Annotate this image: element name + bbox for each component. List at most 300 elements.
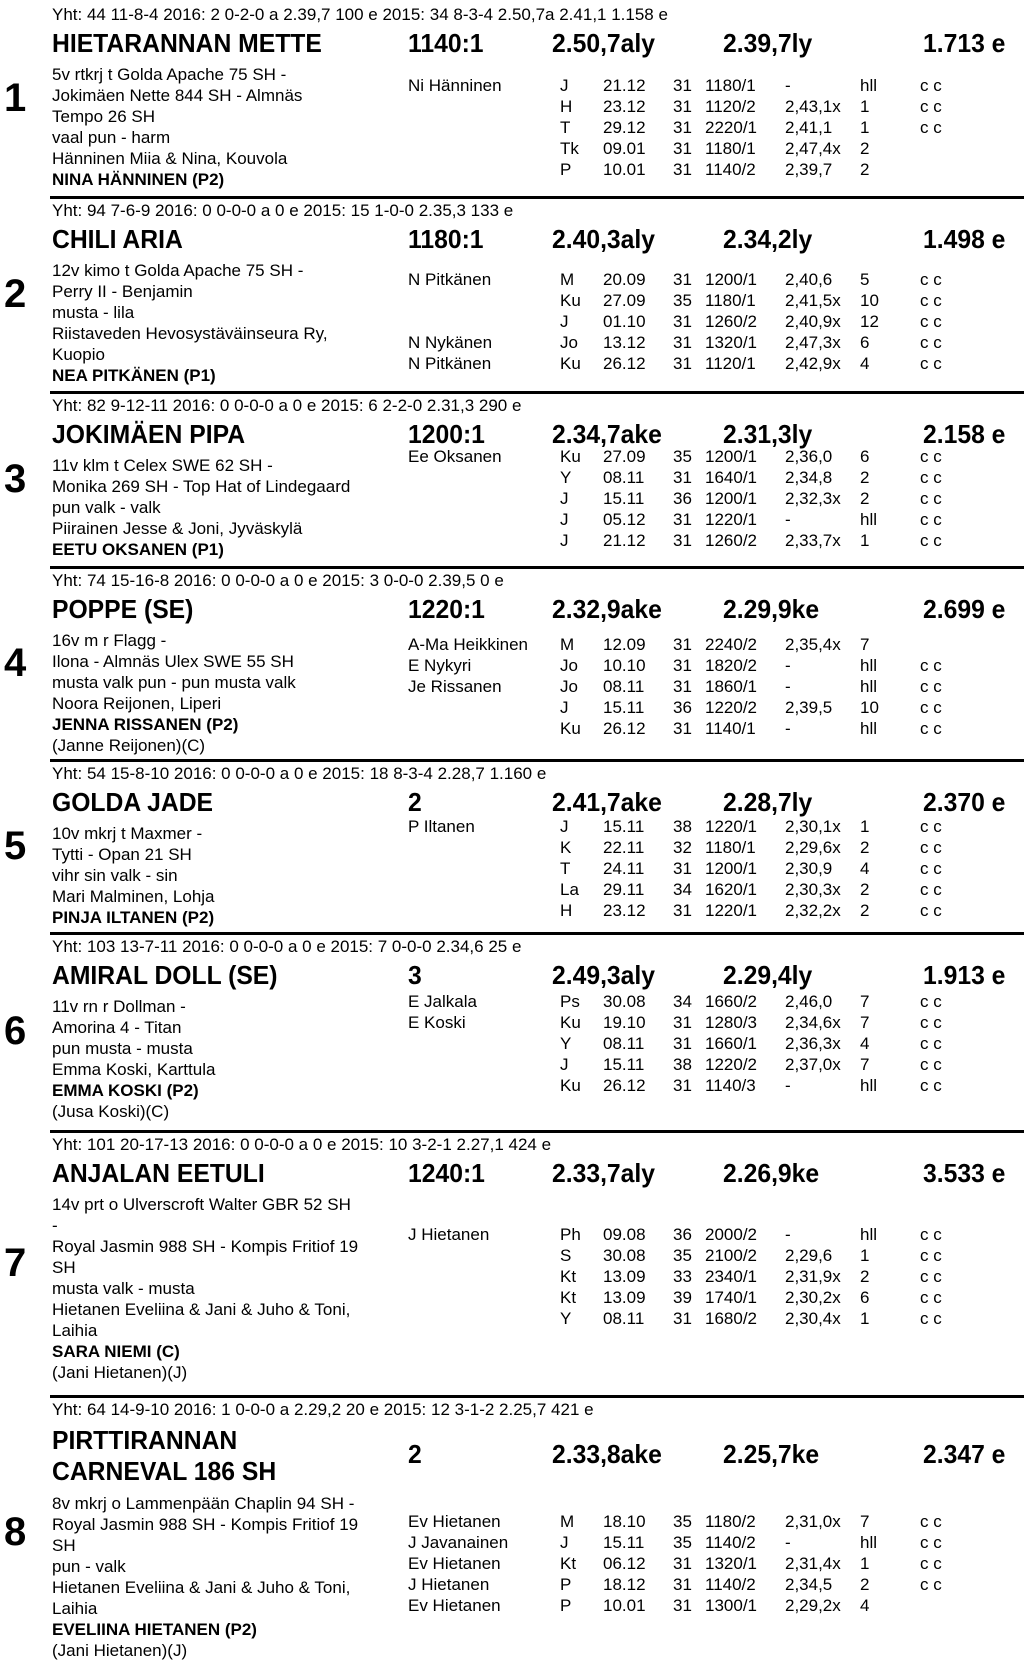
entry-summary: Yht: 64 14-9-10 2016: 1 0-0-0 a 2.29,2 20 e 2015: 12 3-1-2 2.25,7 421 e <box>52 1400 594 1419</box>
start-driver: Ev Hietanen <box>408 1554 501 1573</box>
start-time: 2,30,9 <box>785 859 833 878</box>
start-place: 1 <box>860 531 870 550</box>
start-time: 2,43,1x <box>785 97 841 116</box>
start-date: 08.11 <box>603 677 645 696</box>
start-temp: 35 <box>673 1246 692 1265</box>
start-time: 2,33,7x <box>785 531 841 550</box>
start-dist: 1640/1 <box>705 468 757 487</box>
start-date: 18.10 <box>603 1512 646 1531</box>
start-time: 2,35,4x <box>785 635 841 654</box>
entry-number: 1 <box>4 76 27 120</box>
start-temp: 31 <box>673 97 692 116</box>
record-1: 2.33,8ake <box>552 1439 662 1469</box>
horse-info-line: Kuopio <box>52 345 105 364</box>
start-time: - <box>785 76 791 95</box>
start-time: - <box>785 510 791 529</box>
start-time: 2,30,4x <box>785 1309 841 1328</box>
start-place: 6 <box>860 1288 870 1307</box>
start-dist: 1320/1 <box>705 333 757 352</box>
entry-divider <box>50 1395 1024 1398</box>
entry-divider <box>50 932 1024 935</box>
start-distance: 1180:1 <box>408 224 484 254</box>
entry-divider <box>50 391 1024 394</box>
start-time: 2,34,5 <box>785 1575 833 1594</box>
start-temp: 35 <box>673 447 692 466</box>
start-time: 2,31,4x <box>785 1554 841 1573</box>
start-odds: c c <box>920 1225 942 1244</box>
horse-info-line: (Jani Hietanen)(J) <box>52 1363 188 1382</box>
start-track: P <box>560 160 572 179</box>
start-temp: 38 <box>673 1055 692 1074</box>
start-odds: c c <box>920 838 942 857</box>
start-track: Kt <box>560 1554 577 1573</box>
start-time: 2,40,6 <box>785 270 833 289</box>
start-track: M <box>560 270 575 289</box>
start-track: H <box>560 97 573 116</box>
start-driver: Je Rissanen <box>408 677 502 696</box>
start-odds: c c <box>920 1554 942 1573</box>
start-odds: c c <box>920 447 942 466</box>
start-dist: 1200/1 <box>705 859 757 878</box>
start-date: 13.09 <box>603 1288 646 1307</box>
earnings: 3.533 e <box>923 1158 1006 1188</box>
start-track: P <box>560 1596 572 1615</box>
start-temp: 35 <box>673 291 692 310</box>
start-place: hll <box>860 719 878 738</box>
record-2: 2.29,4ly <box>723 960 813 990</box>
start-temp: 31 <box>673 1034 692 1053</box>
start-place: 2 <box>860 139 870 158</box>
horse-info-line: 10v mkrj t Maxmer - <box>52 824 203 843</box>
start-track: Jo <box>560 656 578 675</box>
start-place: 1 <box>860 97 870 116</box>
horse-info-line: pun musta - musta <box>52 1039 193 1058</box>
start-date: 09.01 <box>603 139 646 158</box>
start-track: Ku <box>560 447 581 466</box>
horse-info-line: vaal pun - harm <box>52 128 171 147</box>
start-time: - <box>785 1076 791 1095</box>
start-temp: 31 <box>673 656 692 675</box>
driver-name: EMMA KOSKI (P2) <box>52 1081 199 1100</box>
start-temp: 31 <box>673 160 692 179</box>
start-date: 10.01 <box>603 160 646 179</box>
start-distance: 1140:1 <box>408 28 484 58</box>
record-1: 2.34,7ake <box>552 419 662 449</box>
record-1: 2.50,7aly <box>552 28 656 58</box>
start-temp: 31 <box>673 510 692 529</box>
entry-divider <box>50 759 1024 762</box>
start-place: 10 <box>860 698 879 717</box>
start-track: Ku <box>560 1013 581 1032</box>
entry-number: 8 <box>4 1510 27 1554</box>
start-dist: 1620/1 <box>705 880 757 899</box>
record-2: 2.29,9ke <box>723 594 820 624</box>
driver-name: EETU OKSANEN (P1) <box>52 540 224 559</box>
horse-info-line: pun valk - valk <box>52 498 161 517</box>
horse-name: CHILI ARIA <box>52 224 183 254</box>
start-track: Tk <box>560 139 579 158</box>
start-dist: 1120/1 <box>705 354 756 373</box>
start-track: Ku <box>560 719 581 738</box>
start-dist: 1200/1 <box>705 489 757 508</box>
start-date: 08.11 <box>603 1309 645 1328</box>
start-date: 29.11 <box>603 880 645 899</box>
horse-info-line: Hietanen Eveliina & Jani & Juho & Toni, <box>52 1300 351 1319</box>
start-temp: 31 <box>673 76 692 95</box>
record-1: 2.32,9ake <box>552 594 662 624</box>
start-time: 2,36,0 <box>785 447 833 466</box>
start-date: 30.08 <box>603 1246 646 1265</box>
start-place: 2 <box>860 901 870 920</box>
start-time: 2,34,8 <box>785 468 833 487</box>
start-driver: Ev Hietanen <box>408 1512 501 1531</box>
start-time: 2,37,0x <box>785 1055 841 1074</box>
record-2: 2.28,7ly <box>723 787 813 817</box>
start-place: hll <box>860 1225 878 1244</box>
start-date: 22.11 <box>603 838 645 857</box>
entry-number: 2 <box>4 272 27 316</box>
earnings: 2.158 e <box>923 419 1006 449</box>
start-temp: 31 <box>673 1575 692 1594</box>
horse-info-line: Amorina 4 - Titan <box>52 1018 182 1037</box>
start-date: 10.01 <box>603 1596 646 1615</box>
start-odds: c c <box>920 354 942 373</box>
start-driver: N Nykänen <box>408 333 493 352</box>
start-time: - <box>785 656 791 675</box>
record-2: 2.31,3ly <box>723 419 813 449</box>
horse-info-line: SH <box>52 1258 76 1277</box>
start-date: 13.09 <box>603 1267 646 1286</box>
horse-info-line: musta valk - musta <box>52 1279 195 1298</box>
start-track: S <box>560 1246 572 1265</box>
start-track: Jo <box>560 333 578 352</box>
start-driver: J Hietanen <box>408 1225 490 1244</box>
earnings: 1.713 e <box>923 28 1006 58</box>
start-track: Y <box>560 1309 572 1328</box>
start-place: 7 <box>860 992 870 1011</box>
start-dist: 1180/1 <box>705 139 756 158</box>
horse-info-line: Laihia <box>52 1599 98 1618</box>
start-dist: 2220/1 <box>705 118 757 137</box>
start-driver: Ee Oksanen <box>408 447 502 466</box>
horse-info-line: Emma Koski, Karttula <box>52 1060 216 1079</box>
start-place: 6 <box>860 333 870 352</box>
start-date: 15.11 <box>603 698 645 717</box>
start-dist: 1140/2 <box>705 1533 756 1552</box>
horse-info-line: vihr sin valk - sin <box>52 866 178 885</box>
start-temp: 31 <box>673 1013 692 1032</box>
start-track: Kt <box>560 1267 577 1286</box>
start-track: P <box>560 1575 572 1594</box>
start-driver: P Iltanen <box>408 817 475 836</box>
start-track: Jo <box>560 677 578 696</box>
start-track: La <box>560 880 579 899</box>
start-time: 2,39,5 <box>785 698 833 717</box>
start-odds: c c <box>920 97 942 116</box>
record-2: 2.39,7ly <box>723 28 813 58</box>
start-place: 2 <box>860 468 870 487</box>
start-time: 2,29,6x <box>785 838 841 857</box>
horse-info-line: (Jusa Koski)(C) <box>52 1102 170 1121</box>
start-dist: 1120/2 <box>705 97 756 116</box>
horse-info-line: musta - lila <box>52 303 135 322</box>
start-driver: Ev Hietanen <box>408 1596 501 1615</box>
start-track: Kt <box>560 1288 577 1307</box>
start-track: Ku <box>560 1076 581 1095</box>
horse-info-line: Royal Jasmin 988 SH - Kompis Fritiof 19 <box>52 1515 359 1534</box>
start-odds: c c <box>920 901 942 920</box>
start-odds: c c <box>920 992 942 1011</box>
start-distance: 1240:1 <box>408 1158 485 1188</box>
start-temp: 31 <box>673 1076 692 1095</box>
start-odds: c c <box>920 1055 942 1074</box>
horse-info-line: Tytti - Opan 21 SH <box>52 845 192 864</box>
start-dist: 1260/2 <box>705 531 757 550</box>
start-date: 08.11 <box>603 468 645 487</box>
start-date: 29.12 <box>603 118 646 137</box>
start-time: 2,32,2x <box>785 901 841 920</box>
start-temp: 31 <box>673 118 692 137</box>
start-time: 2,41,5x <box>785 291 841 310</box>
start-date: 06.12 <box>603 1554 646 1573</box>
horse-info-line: 12v kimo t Golda Apache 75 SH - <box>52 261 304 280</box>
horse-info-line: SH <box>52 1536 76 1555</box>
start-time: 2,47,3x <box>785 333 841 352</box>
earnings: 2.699 e <box>923 594 1006 624</box>
entry-summary: Yht: 74 15-16-8 2016: 0 0-0-0 a 0 e 2015: 3 0-0-0 2.39,5 0 e <box>52 571 504 590</box>
start-date: 27.09 <box>603 447 646 466</box>
start-odds: c c <box>920 719 942 738</box>
start-dist: 1220/1 <box>705 817 757 836</box>
start-temp: 34 <box>673 880 692 899</box>
entry-summary: Yht: 101 20-17-13 2016: 0 0-0-0 a 0 e 2015: 10 3-2-1 2.27,1 424 e <box>52 1135 552 1154</box>
start-date: 15.11 <box>603 1533 645 1552</box>
horse-info-line: 8v mkrj o Lammenpään Chaplin 94 SH - <box>52 1494 355 1513</box>
start-place: 4 <box>860 354 870 373</box>
start-track: Ku <box>560 354 581 373</box>
start-driver: J Javanainen <box>408 1533 509 1552</box>
start-dist: 1140/2 <box>705 160 756 179</box>
start-odds: c c <box>920 1512 942 1531</box>
start-odds: c c <box>920 698 942 717</box>
start-date: 15.11 <box>603 817 645 836</box>
record-2: 2.25,7ke <box>723 1439 820 1469</box>
start-place: 1 <box>860 1246 870 1265</box>
start-place: 2 <box>860 160 870 179</box>
horse-info-line: Perry II - Benjamin <box>52 282 193 301</box>
start-dist: 1200/1 <box>705 447 757 466</box>
start-dist: 2340/1 <box>705 1267 757 1286</box>
start-odds: c c <box>920 1288 942 1307</box>
start-odds: c c <box>920 1533 942 1552</box>
start-time: 2,29,2x <box>785 1596 841 1615</box>
horse-info-line: 11v rn r Dollman - <box>52 997 186 1016</box>
horse-info-line: 5v rtkrj t Golda Apache 75 SH - <box>52 65 287 84</box>
start-place: 1 <box>860 1554 870 1573</box>
horse-info-line: Jokimäen Nette 844 SH - Almnäs <box>52 86 303 105</box>
horse-info-line: Hietanen Eveliina & Jani & Juho & Toni, <box>52 1578 351 1597</box>
start-temp: 36 <box>673 698 692 717</box>
start-temp: 36 <box>673 489 692 508</box>
start-time: 2,32,3x <box>785 489 841 508</box>
start-dist: 2240/2 <box>705 635 757 654</box>
start-time: - <box>785 1533 791 1552</box>
start-odds: c c <box>920 312 942 331</box>
start-time: 2,46,0 <box>785 992 833 1011</box>
start-odds: c c <box>920 1246 942 1265</box>
start-track: Ps <box>560 992 580 1011</box>
start-temp: 31 <box>673 270 692 289</box>
start-date: 13.12 <box>603 333 646 352</box>
start-temp: 31 <box>673 354 692 373</box>
start-track: J <box>560 76 569 95</box>
start-time: 2,30,2x <box>785 1288 841 1307</box>
horse-info-line: (Janne Reijonen)(C) <box>52 736 206 755</box>
earnings: 2.370 e <box>923 787 1006 817</box>
start-temp: 31 <box>673 719 692 738</box>
horse-info-line: Hänninen Miia & Nina, Kouvola <box>52 149 288 168</box>
start-dist: 1660/2 <box>705 992 757 1011</box>
start-odds: c c <box>920 1575 942 1594</box>
start-date: 30.08 <box>603 992 646 1011</box>
start-dist: 1140/3 <box>705 1076 756 1095</box>
start-temp: 31 <box>673 1309 692 1328</box>
start-date: 05.12 <box>603 510 646 529</box>
record-1: 2.49,3aly <box>552 960 656 990</box>
start-distance: 1220:1 <box>408 594 485 624</box>
start-odds: c c <box>920 468 942 487</box>
start-track: Y <box>560 468 572 487</box>
start-date: 19.10 <box>603 1013 646 1032</box>
entry-number: 7 <box>4 1241 27 1285</box>
start-date: 08.11 <box>603 1034 645 1053</box>
driver-name: SARA NIEMI (C) <box>52 1342 180 1361</box>
driver-name: NINA HÄNNINEN (P2) <box>52 170 225 189</box>
start-place: hll <box>860 1076 878 1095</box>
horse-info-line: Laihia <box>52 1321 98 1340</box>
start-date: 18.12 <box>603 1575 646 1594</box>
start-odds: c c <box>920 1267 942 1286</box>
entry-summary: Yht: 44 11-8-4 2016: 2 0-2-0 a 2.39,7 100 e 2015: 34 8-3-4 2.50,7a 2.41,1 1.158 e <box>52 5 668 24</box>
start-date: 24.11 <box>603 859 645 878</box>
start-place: 4 <box>860 1596 870 1615</box>
start-time: 2,34,6x <box>785 1013 841 1032</box>
start-dist: 1660/1 <box>705 1034 757 1053</box>
record-1: 2.40,3aly <box>552 224 656 254</box>
start-date: 01.10 <box>603 312 646 331</box>
start-dist: 1180/1 <box>705 76 756 95</box>
start-temp: 31 <box>673 468 692 487</box>
start-track: Ku <box>560 291 581 310</box>
start-date: 10.10 <box>603 656 646 675</box>
start-date: 12.09 <box>603 635 646 654</box>
horse-name: HIETARANNAN METTE <box>52 28 322 58</box>
earnings: 2.347 e <box>923 1439 1006 1469</box>
start-place: hll <box>860 1533 878 1552</box>
horse-info-line: Royal Jasmin 988 SH - Kompis Fritiof 19 <box>52 1237 359 1256</box>
start-dist: 1860/1 <box>705 677 757 696</box>
start-track: K <box>560 838 572 857</box>
start-odds: c c <box>920 291 942 310</box>
start-odds: c c <box>920 270 942 289</box>
start-temp: 35 <box>673 1512 692 1531</box>
start-dist: 1200/1 <box>705 270 757 289</box>
driver-name: NEA PITKÄNEN (P1) <box>52 366 216 385</box>
start-track: T <box>560 859 571 878</box>
start-track: J <box>560 531 569 550</box>
entry-summary: Yht: 54 15-8-10 2016: 0 0-0-0 a 0 e 2015: 18 8-3-4 2.28,7 1.160 e <box>52 764 547 783</box>
start-place: 5 <box>860 270 870 289</box>
start-odds: c c <box>920 76 942 95</box>
start-dist: 1740/1 <box>705 1288 757 1307</box>
start-temp: 38 <box>673 817 692 836</box>
start-place: 1 <box>860 118 870 137</box>
start-place: 7 <box>860 1013 870 1032</box>
start-time: - <box>785 1225 791 1244</box>
start-temp: 34 <box>673 992 692 1011</box>
horse-info-line: musta valk pun - pun musta valk <box>52 673 296 692</box>
start-odds: c c <box>920 859 942 878</box>
horse-info-line: Piirainen Jesse & Joni, Jyväskylä <box>52 519 303 538</box>
start-dist: 1140/2 <box>705 1575 756 1594</box>
driver-name: PINJA ILTANEN (P2) <box>52 908 215 927</box>
start-track: J <box>560 1533 569 1552</box>
start-dist: 1180/1 <box>705 291 756 310</box>
start-track: J <box>560 312 569 331</box>
start-odds: c c <box>920 1013 942 1032</box>
start-date: 23.12 <box>603 97 646 116</box>
start-dist: 1220/2 <box>705 698 757 717</box>
start-temp: 31 <box>673 901 692 920</box>
start-time: 2,42,9x <box>785 354 841 373</box>
start-time: 2,30,1x <box>785 817 841 836</box>
start-time: 2,31,0x <box>785 1512 841 1531</box>
start-date: 27.09 <box>603 291 646 310</box>
start-dist: 1320/1 <box>705 1554 757 1573</box>
start-time: - <box>785 719 791 738</box>
start-track: Y <box>560 1034 572 1053</box>
start-time: 2,41,1 <box>785 118 833 137</box>
horse-name: PIRTTIRANNAN <box>52 1425 238 1455</box>
start-time: 2,39,7 <box>785 160 833 179</box>
start-date: 09.08 <box>603 1225 646 1244</box>
horse-info-line: 11v klm t Celex SWE 62 SH - <box>52 456 273 475</box>
start-place: 1 <box>860 1309 870 1328</box>
record-1: 2.41,7ake <box>552 787 662 817</box>
start-temp: 31 <box>673 312 692 331</box>
start-track: T <box>560 118 571 137</box>
start-place: 4 <box>860 859 870 878</box>
start-odds: c c <box>920 489 942 508</box>
start-dist: 1280/3 <box>705 1013 757 1032</box>
start-dist: 1220/1 <box>705 901 757 920</box>
start-temp: 31 <box>673 139 692 158</box>
horse-info-line: - <box>52 1216 58 1235</box>
start-place: hll <box>860 677 878 696</box>
start-dist: 1260/2 <box>705 312 757 331</box>
start-odds: c c <box>920 677 942 696</box>
start-track: J <box>560 698 569 717</box>
record-1: 2.33,7aly <box>552 1158 656 1188</box>
start-driver: A-Ma Heikkinen <box>408 635 528 654</box>
entry-divider <box>50 566 1024 569</box>
horse-info-line: Ilona - Almnäs Ulex SWE 55 SH <box>52 652 294 671</box>
horse-info-line: (Jani Hietanen)(J) <box>52 1641 188 1660</box>
start-place: 7 <box>860 1512 870 1531</box>
start-driver: J Hietanen <box>408 1575 490 1594</box>
start-temp: 35 <box>673 1533 692 1552</box>
earnings: 1.498 e <box>923 224 1006 254</box>
